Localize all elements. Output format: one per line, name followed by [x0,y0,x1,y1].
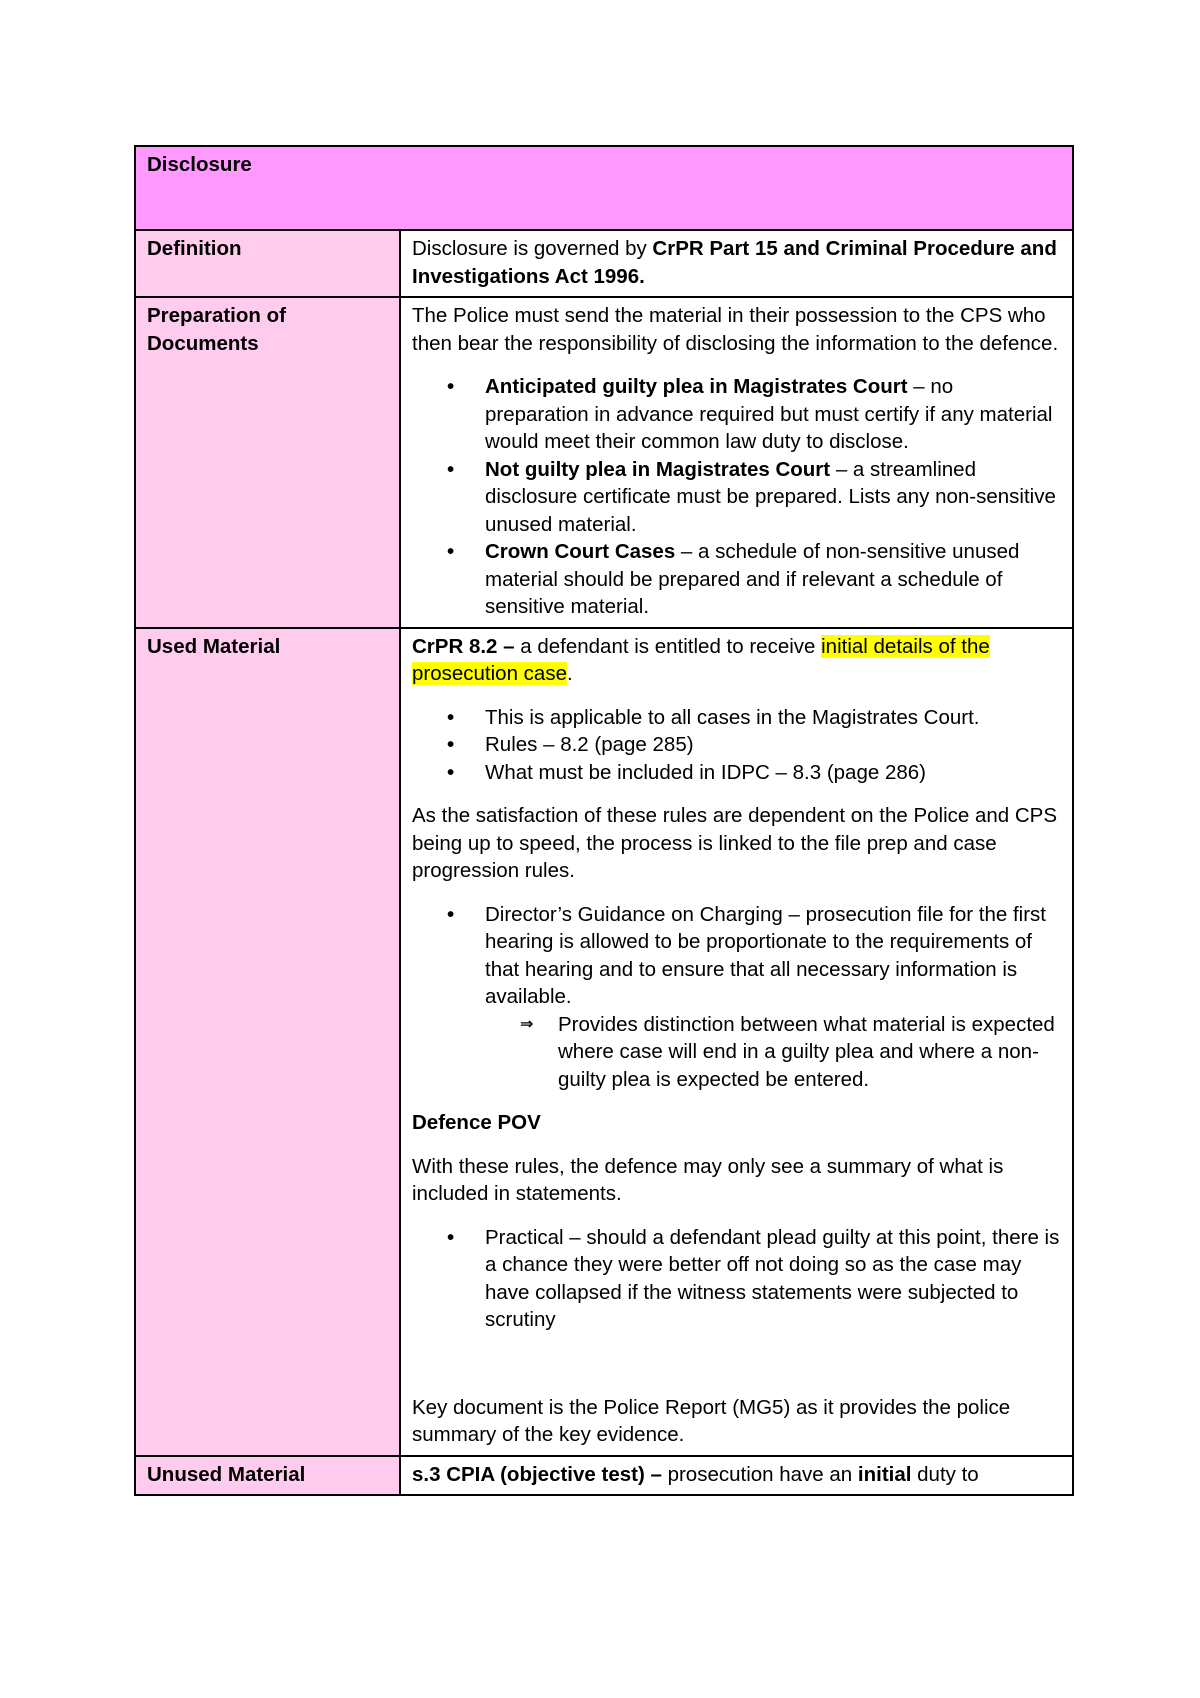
used-list-3 [412,1224,1061,1334]
bullet-text: – a schedule of non-sensitive unused material should be prepared and if relevant a schedule of sensitive material. [485,540,1020,618]
preparation-list [412,373,1061,621]
unused-bold-word: initial [857,1462,912,1486]
rule-ref: CrPR 8.2 – [412,634,515,658]
sub-list-item: ⇒ Provides distinction between what material is expected where case will end in a guilty plea and where a non-guilty plea is expected be entered. [558,1011,1061,1094]
used-para-2: As the satisfaction of these rules are dependent on the Police and CPS being up to speed, the process is linked to the file prep and case progression rules. [412,804,1058,882]
used-list-1 [412,704,1061,787]
list-item: • Rules – 8.2 (page 285) [485,731,1061,759]
definition-plain: Disclosure is governed by [412,237,653,260]
used-list-2 [412,901,1061,1094]
used-material-row [135,628,1073,1456]
disclosure-table [134,145,1074,1496]
used-para-3: With these rules, the defence may only see a summary of what is included in statements. [412,1154,1004,1205]
bullet-text: – a streamlined disclosure certificate must be prepared. Lists any non-sensitive unused material. [485,457,1056,536]
definition-bold: CrPR Part 15 and Criminal Procedure and Investigations Act 1996. [412,237,1057,288]
unused-material-content [400,1456,1073,1496]
definition-row [135,230,1073,297]
definition-label: Definition [135,230,400,297]
list-item: • This is applicable to all cases in the Magistrates Court. [485,704,1061,732]
used-intro [412,633,1061,688]
defence-pov-heading [412,1109,1061,1137]
preparation-label-text: Preparation of Documents [147,304,286,355]
bullet-text: – no preparation in advance required but must certify if any material would meet their common law duty to disclose. [485,375,1053,453]
preparation-intro: The Police must send the material in their possession to the CPS who then bear the responsibility of disclosing the information to the defence. [412,304,1059,355]
list-item: • What must be included in IDPC – 8.3 (page 286) [485,759,1061,787]
unused-text-2: duty to [911,1462,979,1486]
list-item [485,373,1061,456]
preparation-row [135,297,1073,628]
preparation-content [400,297,1073,628]
list-item: • Practical – should a defendant plead guilty at this point, there is a chance they were better off not doing so as the case may have collapsed if the witness statements were subjected to scrutiny [485,1224,1061,1334]
definition-content [400,230,1073,297]
unused-text-1: prosecution have an [661,1462,858,1486]
list-item [485,456,1061,539]
bullet-text: Director’s Guidance on Charging – prosecution file for the first hearing is allowed to be proportionate to the requirements of that hearing and to ensure that all necessary information is available. [485,902,1046,1008]
table-title: Disclosure [147,153,252,176]
blank-space [412,1334,1061,1394]
unused-material-label: Unused Material [135,1456,400,1496]
statute-ref: s.3 CPIA (objective test) – [412,1462,662,1486]
list-item [485,538,1061,621]
sub-list [485,1011,1061,1094]
used-material-label: Used Material [135,628,400,1456]
list-item [485,901,1061,1094]
used-material-content [400,628,1073,1456]
highlighted-text: initial details of the prosecution case [412,634,990,685]
bullet-bold: Anticipated guilty plea in Magistrates Court [485,375,908,398]
intro-end: . [566,662,573,685]
title-row [135,146,1073,230]
bullet-bold: Crown Court Cases [485,540,676,563]
used-para-4: Key document is the Police Report (MG5) as it provides the police summary of the key evidence. [412,1395,1011,1446]
intro-text: a defendant is entitled to receive [514,634,822,658]
preparation-label [135,297,400,628]
bullet-bold: Not guilty plea in Magistrates Court [485,457,831,481]
heading-text: Defence POV [412,1111,541,1134]
unused-material-row [135,1456,1073,1496]
title-cell [135,146,1073,230]
definition-text [412,235,1061,290]
